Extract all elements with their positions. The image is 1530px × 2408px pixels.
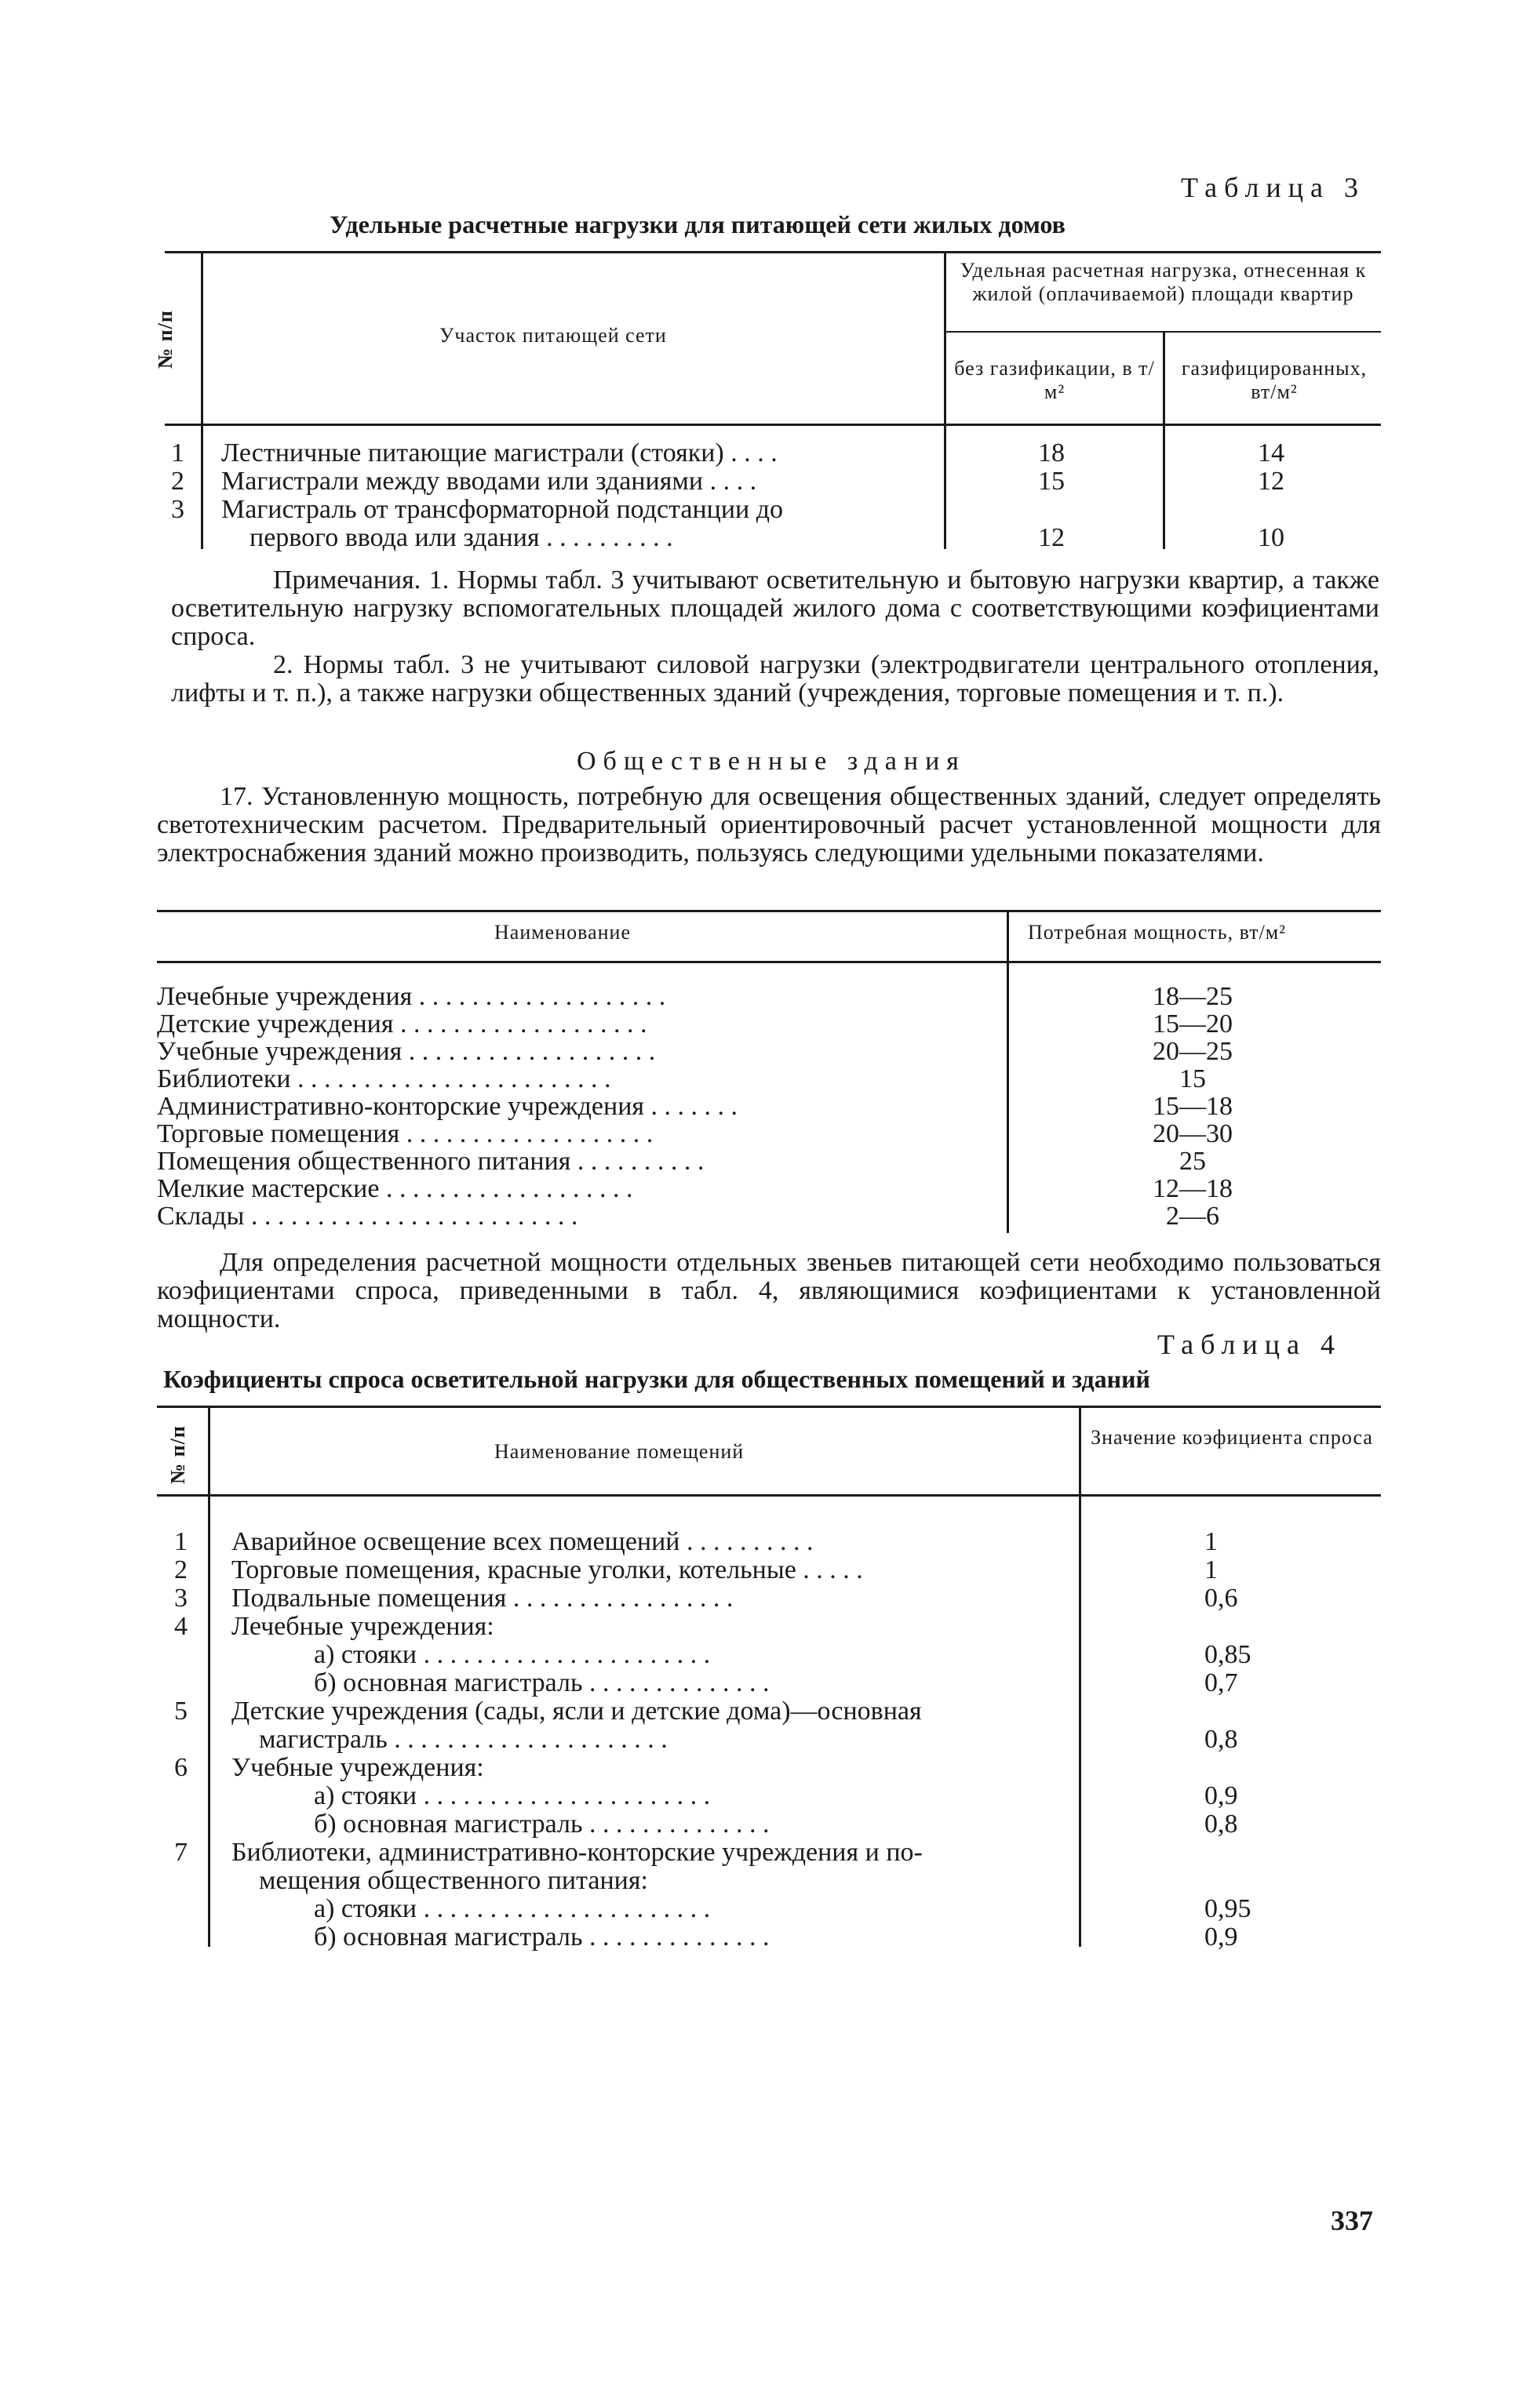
power-row-4-name: Библиотеки . . . . . . . . . . . . . . . . . . . . . . . . xyxy=(157,1064,611,1093)
paragraph-17: 17. Установленную мощность, потребную для освещения общественных зданий, следует определять светотехническим расчетом. Предварительный ориентировочный расчет установленной мощности для электроснабжения зданий можно производить, пользуясь следующими удельными показателями. xyxy=(157,782,1381,868)
table3-row-3-name: Магистраль от трансформаторной подстанции до xyxy=(221,495,784,524)
table4-row-6b-value: 0,8 xyxy=(1204,1810,1238,1839)
table3-col-section: Участок питающей сети xyxy=(439,324,667,347)
table3-title: Удельные расчетные нагрузки для питающей сети жилых домов xyxy=(330,210,1066,238)
table4-row-2-value: 1 xyxy=(1204,1555,1218,1584)
table4-label: Таблица 4 xyxy=(1157,1329,1342,1360)
table4-row-7-name-cont: мещения общественного питания: xyxy=(259,1866,648,1895)
table4-row-7a-value: 0,95 xyxy=(1204,1894,1251,1923)
table3-row-3-num: 3 xyxy=(171,495,184,524)
table3-row-2-a: 15 xyxy=(1038,467,1065,496)
table3-row-1-name: Лестничные питающие магистрали (стояки) . . . . xyxy=(221,438,778,467)
power-row-1-value: 18—25 xyxy=(1153,982,1233,1011)
power-row-1-name: Лечебные учреждения . . . . . . . . . . . . . . . . . . . xyxy=(157,982,666,1011)
note-1: Примечания. 1. Нормы табл. 3 учитывают осветительную и бытовую нагрузки квартир, а также осветительную нагрузку вспомогательных площадей жилого дома с соответствующими коэфициентами спроса. xyxy=(171,566,1379,651)
table3-row-1-num: 1 xyxy=(171,438,184,467)
table3-row-1-a: 18 xyxy=(1038,438,1065,467)
table3-row-1-b: 14 xyxy=(1258,438,1284,467)
table3-row-2-num: 2 xyxy=(171,467,184,496)
table4-row-1-value: 1 xyxy=(1204,1527,1218,1556)
power-row-2-name: Детские учреждения . . . . . . . . . . . . . . . . . . . xyxy=(157,1009,647,1038)
table4-row-5-name: Детские учреждения (сады, ясли и детские дома)—основная xyxy=(231,1697,922,1726)
power-row-3-value: 20—25 xyxy=(1153,1037,1233,1066)
table4-col-num: № п/п xyxy=(166,1425,189,1484)
table4-header-rule xyxy=(157,1494,1381,1497)
table4-row-7a-name: а) стояки . . . . . . . . . . . . . . . . . . . . . . xyxy=(314,1894,711,1923)
power-row-7-name: Помещения общественного питания . . . . . . . . . . xyxy=(157,1147,705,1176)
power-row-6-value: 20—30 xyxy=(1153,1119,1233,1148)
table4-row-7b-name: б) основная магистраль . . . . . . . . . . . . . . xyxy=(314,1922,770,1951)
table4-row-6b-name: б) основная магистраль . . . . . . . . . . . . . . xyxy=(314,1810,770,1839)
power-row-3-name: Учебные учреждения . . . . . . . . . . . . . . . . . . . xyxy=(157,1037,656,1066)
power-table-top-rule xyxy=(157,910,1381,912)
table4-row-4-num: 4 xyxy=(174,1612,188,1641)
table4-row-4b-name: б) основная магистраль . . . . . . . . . . . . . . xyxy=(314,1668,770,1697)
table3-header-rule xyxy=(165,424,1381,426)
table4-vline-2 xyxy=(1079,1406,1081,1947)
table4-row-4b-value: 0,7 xyxy=(1204,1668,1238,1697)
power-row-8-value: 12—18 xyxy=(1153,1174,1233,1203)
table3-row-3-name-cont: первого ввода или здания . . . . . . . . . . xyxy=(250,523,673,552)
table3-col-num: № п/п xyxy=(154,310,177,369)
table4-title: Коэфициенты спроса осветительной нагрузки для общественных помещений и зданий xyxy=(163,1365,1150,1393)
table4-row-5-name-cont: магистраль . . . . . . . . . . . . . . . . . . . . . xyxy=(259,1725,668,1754)
power-row-9-value: 2—6 xyxy=(1166,1202,1219,1231)
power-table-col-name: Наименование xyxy=(494,921,631,944)
table4-col-name: Наименование помещений xyxy=(494,1440,745,1463)
table4-vline-1 xyxy=(208,1406,210,1947)
table3-top-rule xyxy=(165,251,1381,253)
table3-vline-3 xyxy=(1163,331,1165,549)
table4-col-value: Значение коэфициента спроса xyxy=(1091,1426,1373,1449)
table4-row-6-name: Учебные учреждения: xyxy=(231,1753,484,1782)
table4-row-1-num: 1 xyxy=(174,1527,188,1556)
power-row-7-value: 25 xyxy=(1179,1147,1206,1176)
table4-row-3-name: Подвальные помещения . . . . . . . . . . . . . . . . . xyxy=(231,1584,734,1613)
power-row-4-value: 15 xyxy=(1179,1064,1206,1093)
table4-row-6-num: 6 xyxy=(174,1753,188,1782)
table3-col-load-group: Удельная расчетная нагрузка, отнесенная к жилой (оплачиваемой) площади квартир xyxy=(960,259,1367,305)
table4-row-2-name: Торговые помещения, красные уголки, котельные . . . . . xyxy=(231,1555,863,1584)
table4-top-rule xyxy=(157,1406,1381,1408)
table4-row-3-num: 3 xyxy=(174,1584,188,1613)
power-table-vline xyxy=(1007,910,1009,1233)
table4-row-5-num: 5 xyxy=(174,1697,188,1726)
table4-row-7-name: Библиотеки, административно-конторские учреждения и по- xyxy=(231,1838,923,1867)
table4-row-4a-name: а) стояки . . . . . . . . . . . . . . . . . . . . . . xyxy=(314,1640,711,1669)
page-number: 337 xyxy=(1331,2205,1373,2236)
table3-row-2-b: 12 xyxy=(1258,467,1284,496)
table3-row-3-b: 10 xyxy=(1258,523,1284,552)
table3-col-no-gas: без газификации, в т/м² xyxy=(954,357,1155,403)
paragraph-demand: Для определения расчетной мощности отдельных звеньев питающей сети необходимо пользоваться коэфициентами спроса, приведенными в табл. 4, являющимися коэфициентами к установленной мощности. xyxy=(157,1248,1381,1333)
power-row-2-value: 15—20 xyxy=(1153,1009,1233,1038)
table3-col-gas: газифицированных, вт/м² xyxy=(1181,357,1368,403)
table3-label: Таблица 3 xyxy=(1181,172,1365,203)
table3-vline-1 xyxy=(201,251,203,549)
power-row-6-name: Торговые помещения . . . . . . . . . . . . . . . . . . . xyxy=(157,1119,654,1148)
table4-row-7-num: 7 xyxy=(174,1838,188,1867)
power-row-5-name: Административно-конторские учреждения . . . . . . . xyxy=(157,1092,738,1121)
table4-row-2-num: 2 xyxy=(174,1555,188,1584)
power-table-col-power: Потребная мощность, вт/м² xyxy=(1028,921,1287,944)
power-row-5-value: 15—18 xyxy=(1153,1092,1233,1121)
table4-row-1-name: Аварийное освещение всех помещений . . . . . . . . . . xyxy=(231,1527,814,1556)
table3-vline-2 xyxy=(944,251,946,549)
section-heading: Общественные здания xyxy=(577,747,966,776)
power-row-9-name: Склады . . . . . . . . . . . . . . . . . . . . . . . . . xyxy=(157,1202,578,1231)
table4-row-4-name: Лечебные учреждения: xyxy=(231,1612,494,1641)
table4-row-3-value: 0,6 xyxy=(1204,1584,1238,1613)
power-table-header-rule xyxy=(157,961,1381,963)
power-row-8-name: Мелкие мастерские . . . . . . . . . . . . . . . . . . . xyxy=(157,1174,633,1203)
note-2: 2. Нормы табл. 3 не учитывают силовой нагрузки (электродвигатели центрального отопления, лифты и т. п.), а также нагрузки общественных зданий (учреждения, торговые помещения и т. п.). xyxy=(171,650,1379,707)
table4-row-7b-value: 0,9 xyxy=(1204,1922,1238,1951)
table4-row-6a-value: 0,9 xyxy=(1204,1781,1238,1810)
table4-row-4a-value: 0,85 xyxy=(1204,1640,1251,1669)
table3-row-2-name: Магистрали между вводами или зданиями . . . . xyxy=(221,467,757,496)
table3-row-3-a: 12 xyxy=(1038,523,1065,552)
table4-row-5-value: 0,8 xyxy=(1204,1725,1238,1754)
table4-row-6a-name: а) стояки . . . . . . . . . . . . . . . . . . . . . . xyxy=(314,1781,711,1810)
